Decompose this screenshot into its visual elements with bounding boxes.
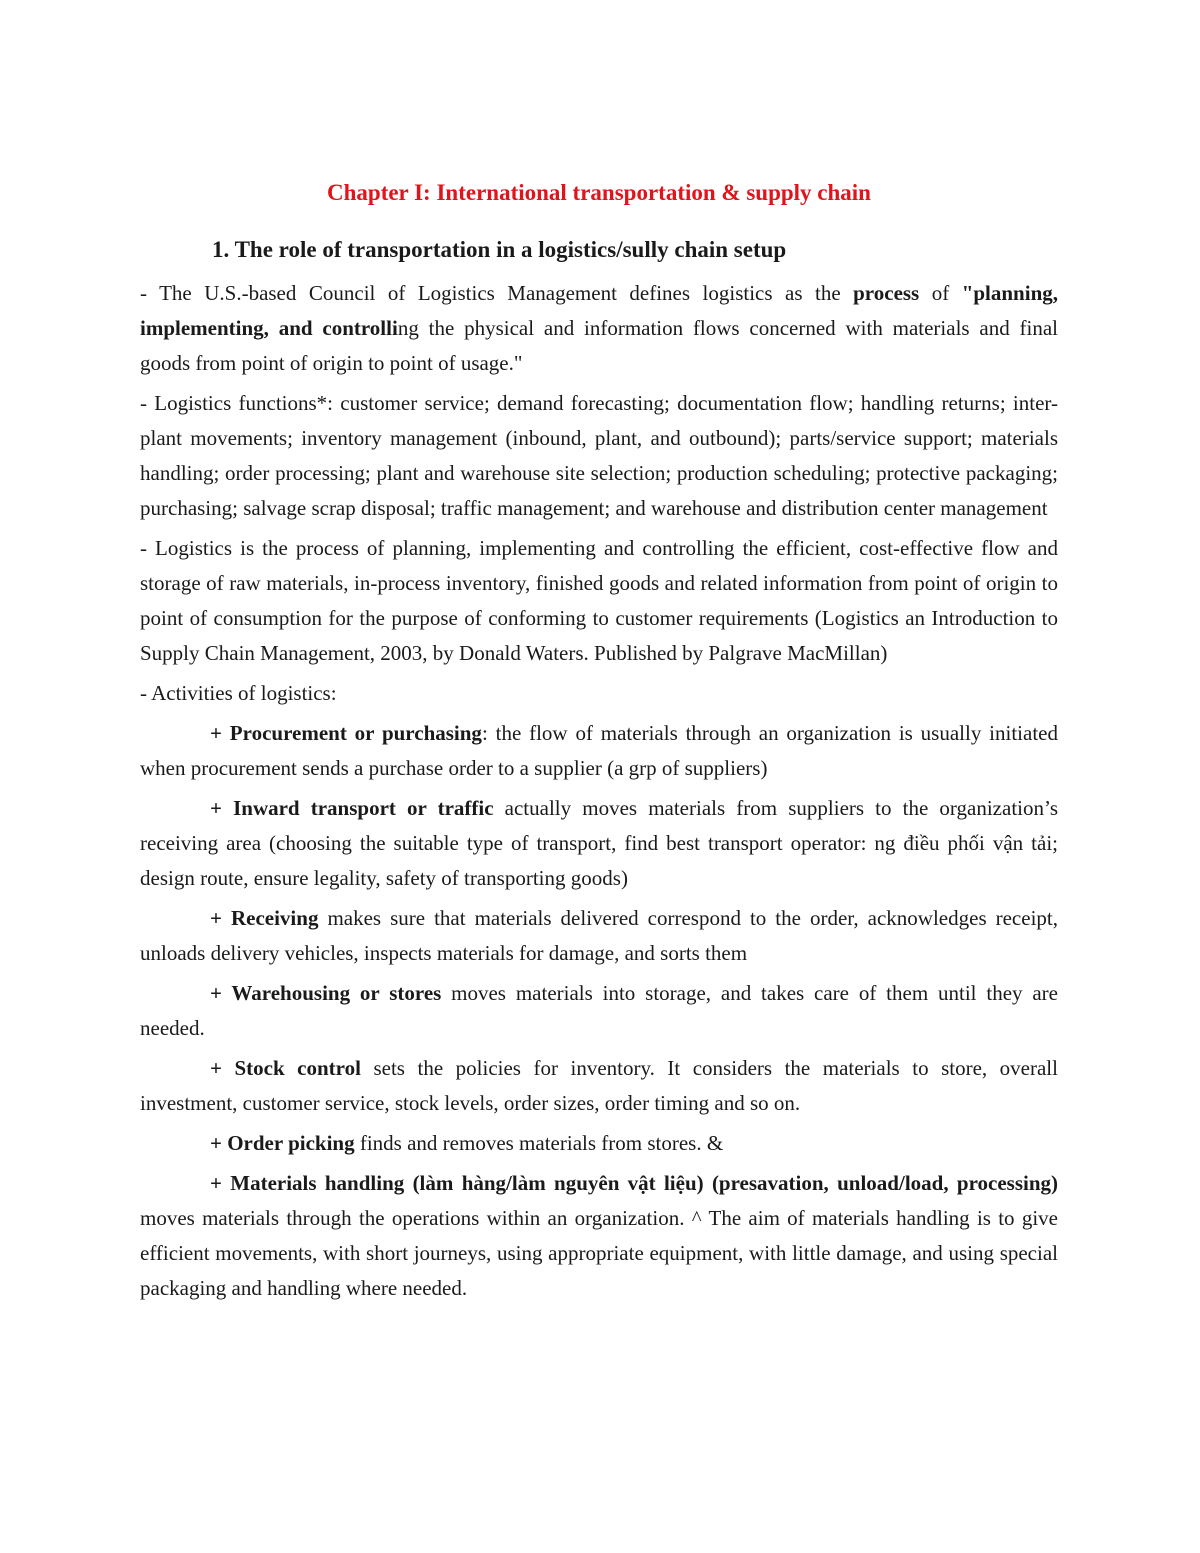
paragraph-activities-intro: - Activities of logistics: <box>140 681 337 705</box>
section-heading: 1. The role of transportation in a logistics/sully chain setup <box>212 237 787 262</box>
activity-item-receiving <box>140 901 1058 971</box>
activity-item-inward-transport <box>140 791 1058 896</box>
activity-text: actually moves materials from suppliers to the organization’s receiving area (choosing the suitable type of transport, find best transport operator: ng điều phối vận tải; design route, ensure legality, safety of transporting goods) <box>140 796 1058 890</box>
activity-term: + Inward transport or traffic <box>210 796 494 820</box>
activity-text: sets the policies for inventory. It considers the materials to store, overall investment, customer service, stock levels, order sizes, order timing and so on. <box>140 1056 1058 1115</box>
paragraph-logistics-definition: - Logistics is the process of planning, implementing and controlling the efficient, cost-effective flow and storage of raw materials, in-process inventory, finished goods and related information from point of origin to point of consumption for the purpose of conforming to customer requirements (Logistics an Introduction to Supply Chain Management, 2003, by Donald Waters. Published by Palgrave MacMillan) <box>140 536 1058 665</box>
paragraph-logistics-functions: - Logistics functions*: customer service; demand forecasting; documentation flow; handling returns; inter-plant movements; inventory management (inbound, plant, and outbound); parts/service support; materials handling; order processing; plant and warehouse site selection; production scheduling; protective packaging; purchasing; salvage scrap disposal; traffic management; and warehouse and distribution center management <box>140 391 1058 520</box>
chapter-title: Chapter I: International transportation & supply chain <box>327 180 871 205</box>
activity-term: + Materials handling (làm hàng/làm nguyên vật liệu) (presavation, unload/load, processing) <box>210 1171 1058 1195</box>
activity-term: + Order picking <box>210 1131 355 1155</box>
council-text-a: - The U.S.-based Council of Logistics Management defines logistics as the <box>140 281 854 305</box>
council-text-process: process <box>853 281 920 305</box>
council-text-of: of <box>919 281 962 305</box>
activity-term: + Warehousing or stores <box>210 981 442 1005</box>
paragraph-council-definition <box>140 276 1058 381</box>
activity-item-order-picking <box>140 1126 1058 1161</box>
activity-term: + Procurement or purchasing <box>210 721 482 745</box>
council-text-rest: ng the physical and information flows concerned with materials and final goods from point of origin to point of usage." <box>140 316 1058 375</box>
activity-item-materials-handling <box>140 1166 1058 1306</box>
document-page <box>140 175 1058 1311</box>
activity-text: : the flow of materials through an organization is usually initiated when procurement sends a purchase order to a supplier (a grp of suppliers) <box>140 721 1058 780</box>
activity-text: makes sure that materials delivered correspond to the order, acknowledges receipt, unloads delivery vehicles, inspects materials for damage, and sorts them <box>140 906 1058 965</box>
activity-item-procurement <box>140 716 1058 786</box>
activity-text: moves materials into storage, and takes care of them until they are needed. <box>140 981 1058 1040</box>
activity-term: + Receiving <box>210 906 319 930</box>
activity-term: + Stock control <box>210 1056 361 1080</box>
activity-text: moves materials through the operations within an organization. ^ The aim of materials handling is to give efficient movements, with short journeys, using appropriate equipment, with little damage, and using special packaging and handling where needed. <box>140 1206 1058 1300</box>
activity-item-stock-control <box>140 1051 1058 1121</box>
activity-item-warehousing <box>140 976 1058 1046</box>
council-text-bold-quote: "planning, implementing, and controlli <box>140 281 1058 340</box>
activity-text: finds and removes materials from stores. & <box>354 1131 724 1155</box>
